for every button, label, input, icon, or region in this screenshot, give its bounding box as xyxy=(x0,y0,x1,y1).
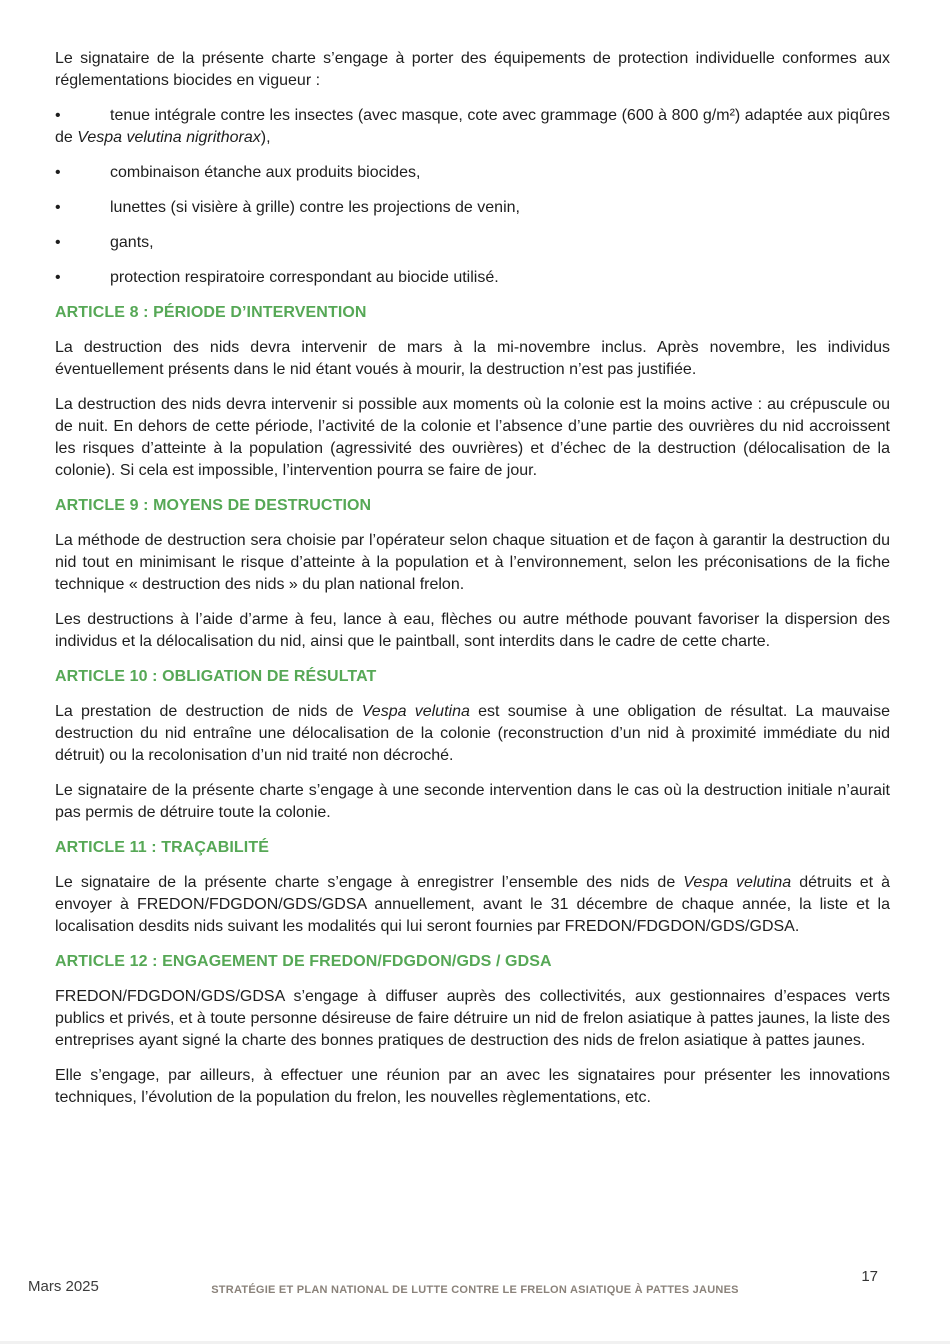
article-heading xyxy=(55,495,890,517)
text-run: ARTICLE 9 : MOYENS DE DESTRUCTION xyxy=(55,497,372,514)
text-run: La prestation de destruction de nids de xyxy=(55,703,362,720)
text-run: gants, xyxy=(110,234,154,251)
body-paragraph xyxy=(55,1065,890,1109)
text-run: La destruction des nids devra intervenir si possible aux moments où la colonie est la moins active : au crépuscule ou de nuit. En dehors de cette période, l’activité de la colonie et l’absence d’une partie des ouvrières du nid accroissent les risques d’atteinte à la population (agressivité des ouvrières) et d’échec de la destruction (délocalisation de la colonie). Si cela est impossible, l’intervention pourra se faire de jour. xyxy=(55,396,890,479)
text-run: ARTICLE 10 : OBLIGATION DE RÉSULTAT xyxy=(55,668,377,685)
text-run: La destruction des nids devra intervenir de mars à la mi-novembre inclus. Après novembre, les individus éventuellement présents dans le nid étant voués à mourir, la destruction n’est pas justifiée. xyxy=(55,339,890,378)
bullet-item xyxy=(55,162,890,184)
bullet-icon: • xyxy=(55,234,61,251)
text-run: lunettes (si visière à grille) contre les projections de venin, xyxy=(110,199,520,216)
footer-date: Mars 2025 xyxy=(28,1278,99,1295)
body-paragraph xyxy=(55,701,890,767)
bullet-item xyxy=(55,197,890,219)
body-paragraph xyxy=(55,872,890,938)
bullet-item xyxy=(55,105,890,149)
bullet-icon: • xyxy=(55,164,61,181)
text-run: Vespa velutina xyxy=(683,874,792,891)
text-run: ARTICLE 8 : PÉRIODE D’INTERVENTION xyxy=(55,304,367,321)
bullet-icon: • xyxy=(55,107,61,124)
bullet-icon: • xyxy=(55,199,61,216)
body-paragraph xyxy=(55,609,890,653)
bullet-icon: • xyxy=(55,269,61,286)
document-body xyxy=(55,48,890,1122)
text-run: ARTICLE 12 : ENGAGEMENT DE FREDON/FDGDON/GDS / GDSA xyxy=(55,953,552,970)
bullet-item xyxy=(55,267,890,289)
body-paragraph xyxy=(55,394,890,482)
text-run: combinaison étanche aux produits biocides, xyxy=(110,164,421,181)
body-paragraph xyxy=(55,986,890,1052)
text-run: La méthode de destruction sera choisie par l’opérateur selon chaque situation et de façon à garantir la destruction du nid tout en minimisant le risque d’atteinte à la population et à l’environnement, selon les préconisations de la fiche technique « destruction des nids » du plan national frelon. xyxy=(55,532,890,593)
page-number: 17 xyxy=(861,1268,878,1285)
body-paragraph xyxy=(55,48,890,92)
body-paragraph xyxy=(55,780,890,824)
footer-running-title: STRATÉGIE ET PLAN NATIONAL DE LUTTE CONTRE LE FRELON ASIATIQUE À PATTES JAUNES xyxy=(211,1284,739,1296)
text-run: Vespa velutina xyxy=(361,703,470,720)
text-run: protection respiratoire correspondant au biocide utilisé. xyxy=(110,269,499,286)
text-run: est soumise à une obligation de résultat. La mauvaise destruction du nid entraîne une délocalisation de la colonie (reconstruction d’un nid à proximité immédiate du nid détruit) ou la recolonisation d’un nid traité non décroché. xyxy=(55,703,891,764)
text-run: Elle s’engage, par ailleurs, à effectuer une réunion par an avec les signataires pour présenter les innovations techniques, l’évolution de la population du frelon, les nouvelles règlementations, etc. xyxy=(55,1067,890,1106)
text-run: Le signataire de la présente charte s’engage à une seconde intervention dans le cas où la destruction initiale n’aurait pas permis de détruire toute la colonie. xyxy=(55,782,890,821)
text-run: Vespa velutina nigrithorax xyxy=(77,129,261,146)
article-heading xyxy=(55,837,890,859)
text-run: FREDON/FDGDON/GDS/GDSA s’engage à diffuser auprès des collectivités, aux gestionnaires d’espaces verts publics et privés, et à toute personne désireuse de faire détruire un nid de frelon asiatique à pattes jaunes, la liste des entreprises ayant signé la charte des bonnes pratiques de destruction des nids de frelon asiatique à pattes jaunes. xyxy=(55,988,890,1049)
article-heading xyxy=(55,302,890,324)
text-run: Le signataire de la présente charte s’engage à porter des équipements de protection individuelle conformes aux réglementations biocides en vigueur : xyxy=(55,50,890,89)
text-run: ARTICLE 11 : TRAÇABILITÉ xyxy=(55,839,269,856)
article-heading xyxy=(55,951,890,973)
text-run: Les destructions à l’aide d’arme à feu, lance à eau, flèches ou autre méthode pouvant favoriser la dispersion des individus et la délocalisation du nid, ainsi que le paintball, sont interdits dans le cadre de cette charte. xyxy=(55,611,890,650)
body-paragraph xyxy=(55,530,890,596)
text-run: tenue intégrale contre les insectes (avec masque, cote avec grammage (600 à 800 g/m²) adaptée aux piqûres de xyxy=(55,107,890,146)
bullet-item xyxy=(55,232,890,254)
text-run: Le signataire de la présente charte s’engage à enregistrer l’ensemble des nids de xyxy=(55,874,684,891)
text-run: détruits et à envoyer à FREDON/FDGDON/GDS/GDSA annuellement, avant le 31 décembre de chaque année, la liste et la localisation desdits nids suivant les modalités qui lui seront fournies par FREDON/FDGDON/GDS/GDSA. xyxy=(55,874,890,935)
text-run: ), xyxy=(260,129,271,146)
body-paragraph xyxy=(55,337,890,381)
article-heading xyxy=(55,666,890,688)
